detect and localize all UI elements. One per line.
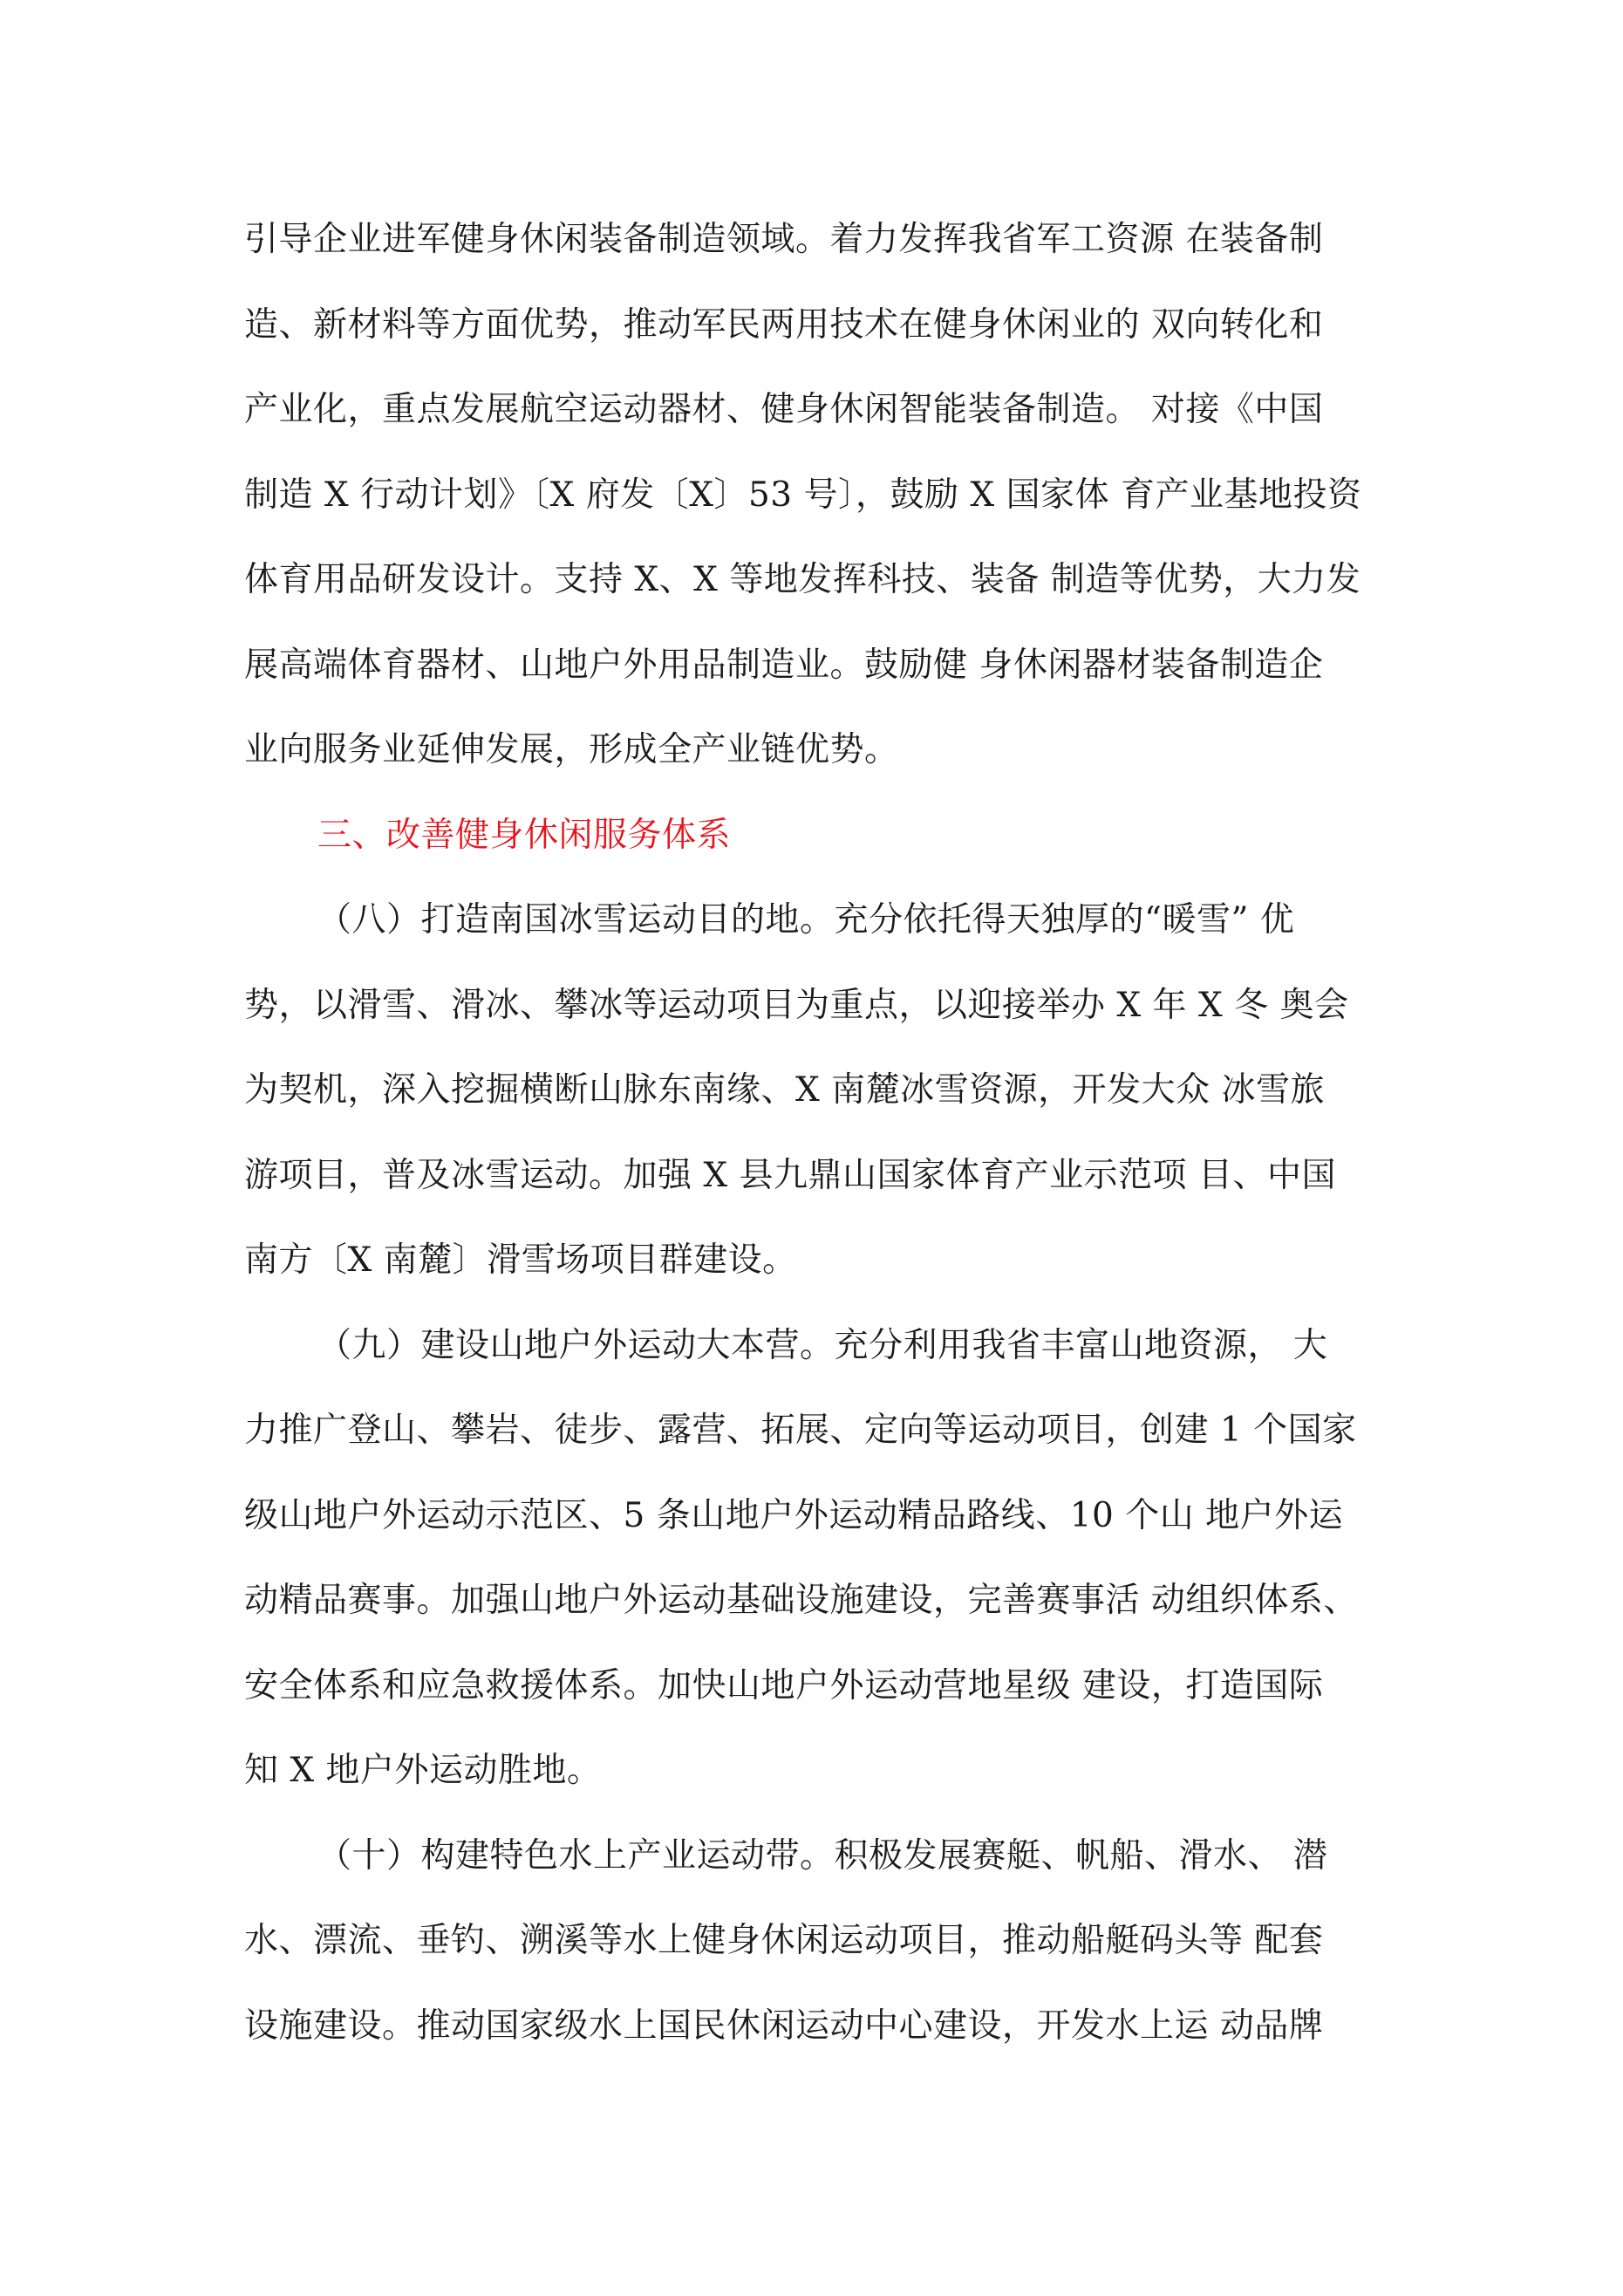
text-line: 水、漂流、垂钓、溯溪等水上健身休闲运动项目，推动船艇码头等 配套 <box>244 1921 1324 1960</box>
text-line: 知 X 地户外运动胜地。 <box>244 1751 602 1790</box>
text-line: 业向服务业延伸发展，形成全产业链优势。 <box>244 730 899 769</box>
document-body <box>244 197 1395 2068</box>
paragraph-start-line: （十）构建特色水上产业运动带。积极发展赛艇、帆船、滑水、 潜 <box>317 1835 1328 1876</box>
text-line: 游项目，普及冰雪运动。加强 X 县九鼎山国家体育产业示范项 目、中国 <box>244 1155 1336 1195</box>
text-line: 体育用品研发设计。支持 X、X 等地发挥科技、装备 制造等优势，大力发 <box>244 560 1361 599</box>
text-line: 动精品赛事。加强山地户外运动基础设施建设，完善赛事活 动组织体系、 <box>244 1581 1358 1620</box>
text-line: 南方〔X 南麓〕滑雪场项目群建设。 <box>244 1240 797 1280</box>
paragraph-start-line: （八）打造南国冰雪运动目的地。充分依托得天独厚的“暖雪” 优 <box>317 900 1295 940</box>
text-line: 势，以滑雪、滑冰、攀冰等运动项目为重点，以迎接举办 X 年 X 冬 奥会 <box>244 985 1349 1025</box>
text-line: 为契机，深入挖掘横断山脉东南缘、X 南麓冰雪资源，开发大众 冰雪旅 <box>244 1070 1326 1110</box>
text-line: 展高端体育器材、山地户外用品制造业。鼓励健 身休闲器材装备制造企 <box>244 645 1324 685</box>
text-line: 造、新材料等方面优势，推动军民两用技术在健身休闲业的 双向转化和 <box>244 304 1324 345</box>
text-line: 引导企业进军健身休闲装备制造领域。着力发挥我省军工资源 在装备制 <box>244 220 1324 259</box>
text-line: 设施建设。推动国家级水上国民休闲运动中心建设，开发水上运 动品牌 <box>244 2006 1324 2046</box>
paragraph-start-line: （九）建设山地户外运动大本营。充分利用我省丰富山地资源， 大 <box>317 1325 1328 1365</box>
text-line: 制造 X 行动计划》〔X 府发〔X〕53 号〕，鼓励 X 国家体 育产业基地投资 <box>244 475 1362 515</box>
text-line: 力推广登山、攀岩、徒步、露营、拓展、定向等运动项目，创建 1 个国家 <box>244 1411 1357 1450</box>
text-line: 级山地户外运动示范区、5 条山地户外运动精品路线、10 个山 地户外运 <box>244 1495 1344 1535</box>
text-line: 产业化，重点发展航空运动器材、健身休闲智能装备制造。 对接《中国 <box>244 390 1324 429</box>
text-line: 安全体系和应急救援体系。加快山地户外运动营地星级 建设，打造国际 <box>244 1665 1324 1705</box>
section-heading: 三、改善健身休闲服务体系 <box>317 815 732 855</box>
